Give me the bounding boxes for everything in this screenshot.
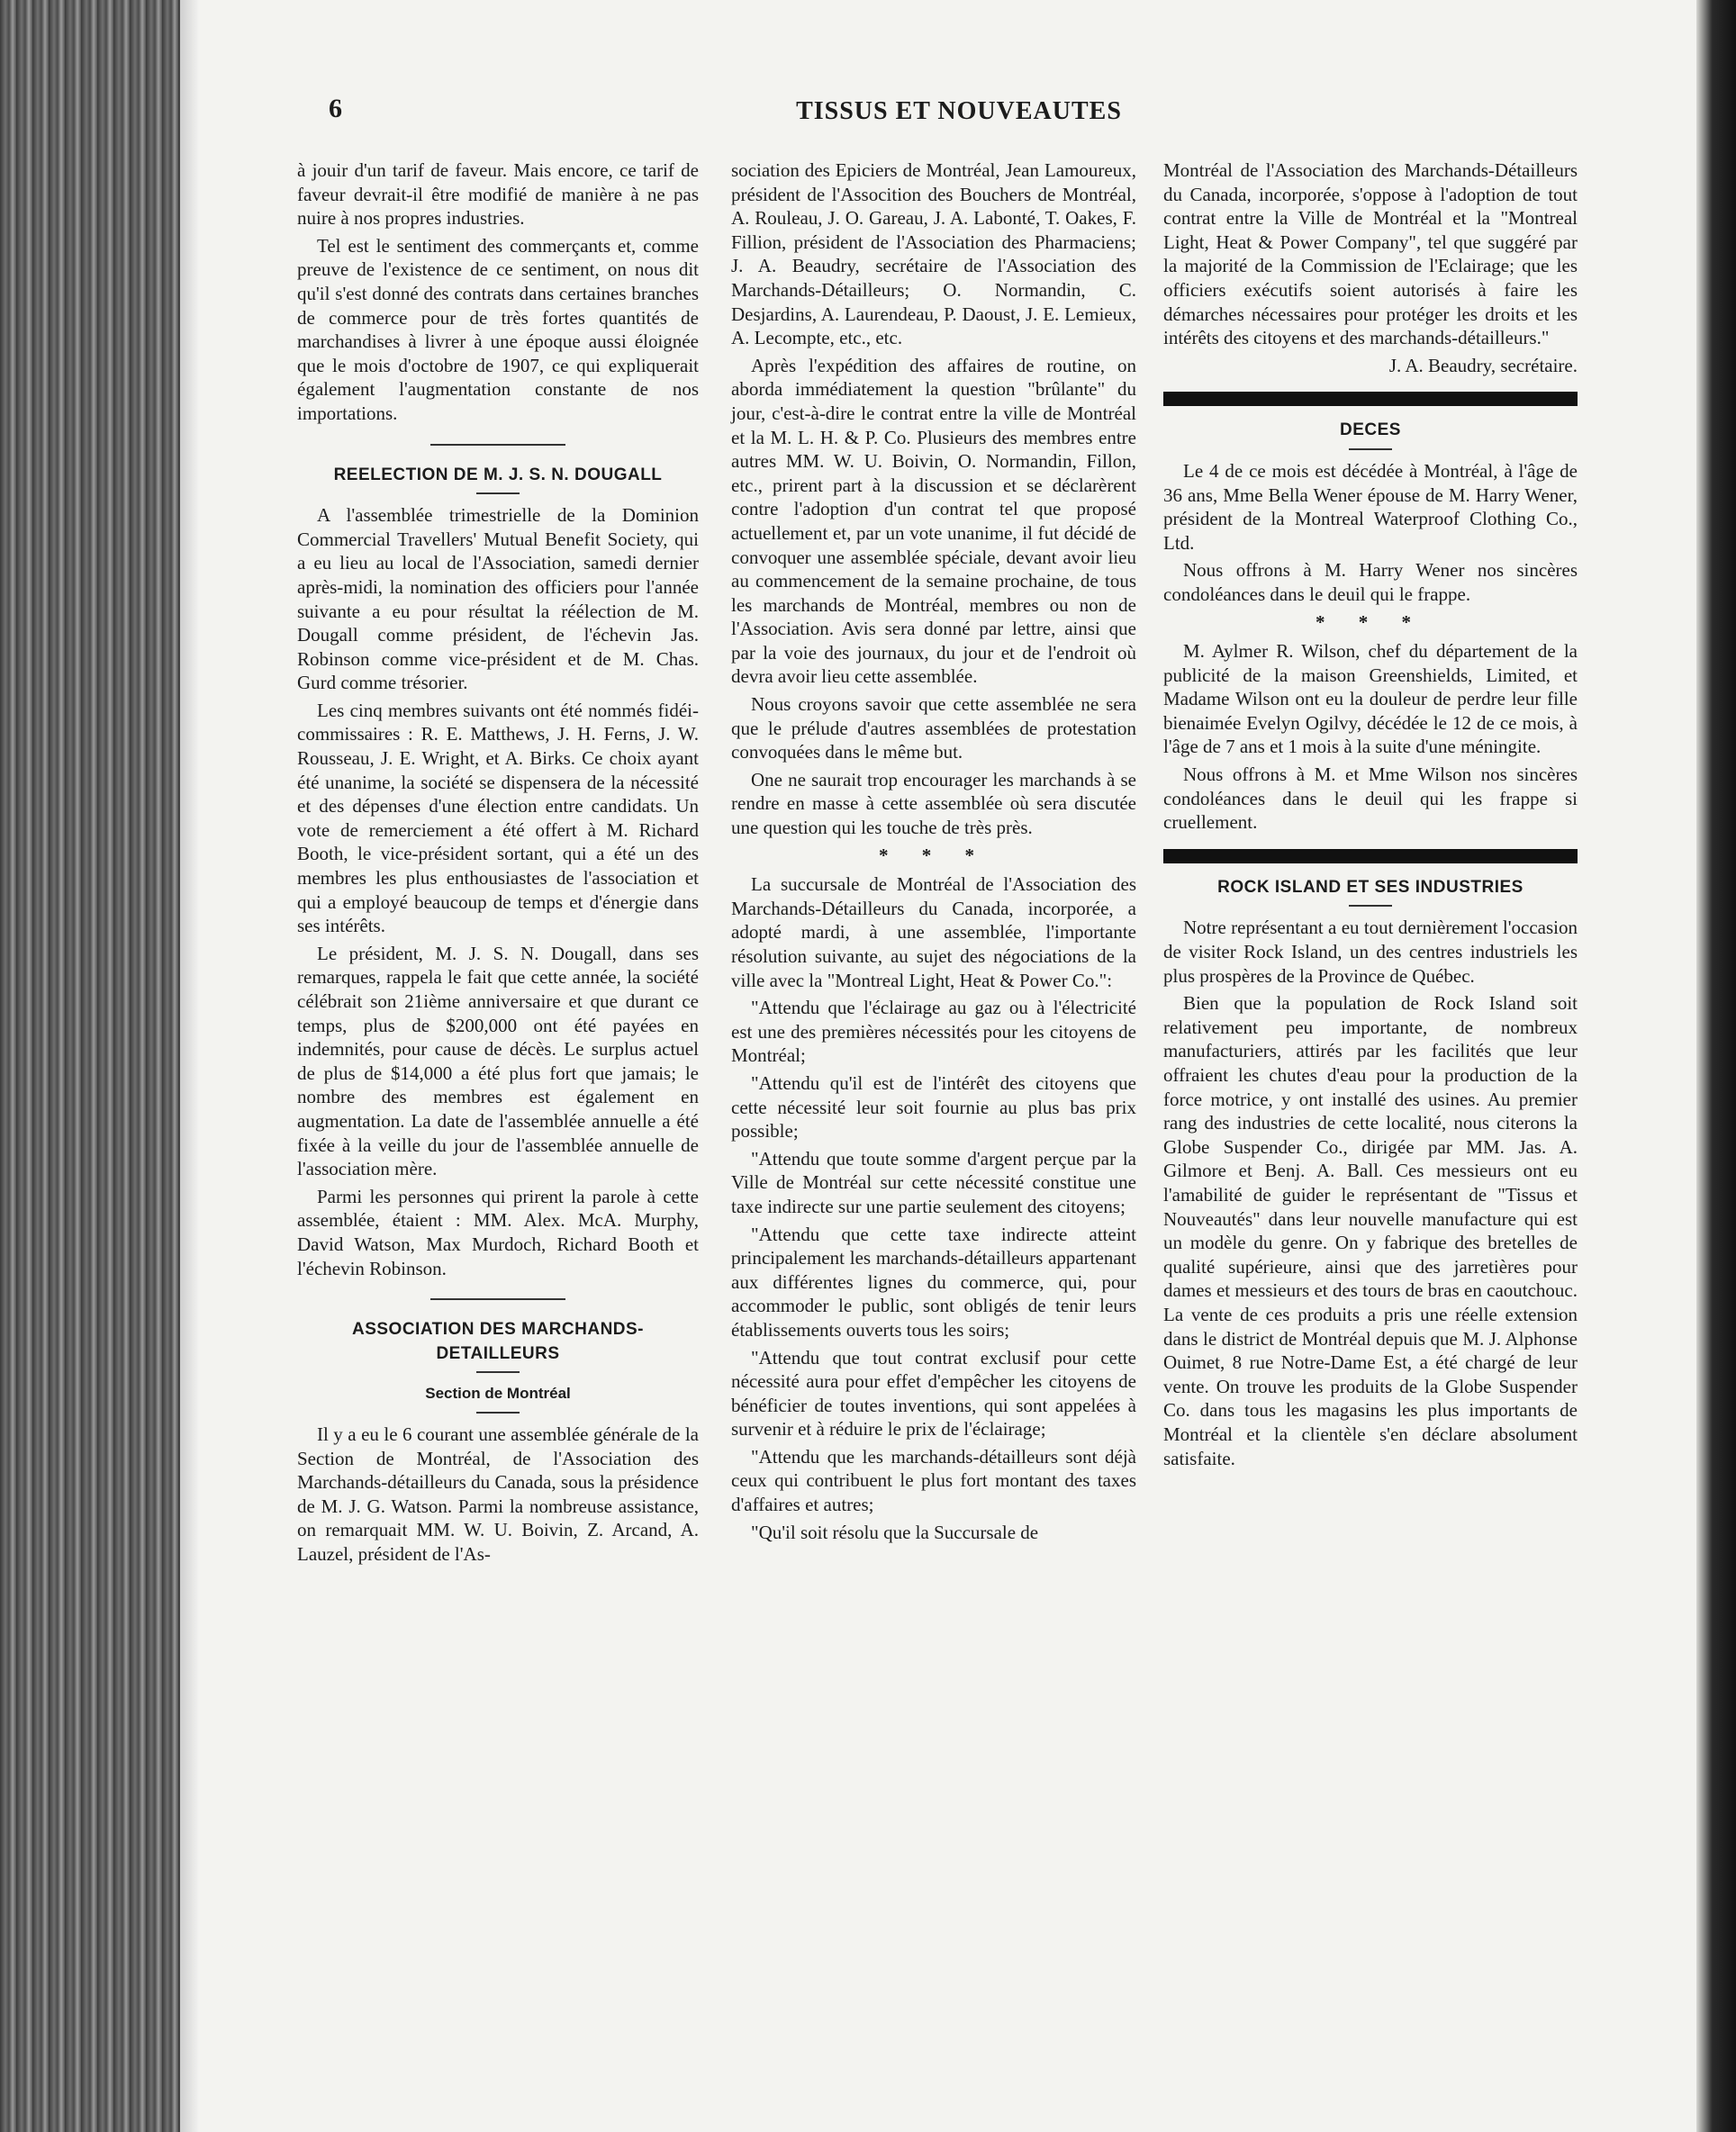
stars-separator: * * * [879,844,989,866]
paragraph: One ne saurait trop encourager les marchands à se rendre en masse à cette assemblée où sera discutée une question qui les touche de très près. [731,768,1136,839]
headline-association: ASSOCIATION DES MARCHANDS-DETAILLEURS [351,1320,645,1363]
paragraph: Le président, M. J. S. N. Dougall, dans ses remarques, rappela le fait que cette année, la société célébrait son 21ième anniversaire et que durant ce temps, plus de $200,000 ont été payées en indemnités, pour cause de décès. Le surplus actuel de plus de $14,000 a été plus fort que jamais; le nombre des membres est également en augmentation. La date de l'assemblée annuelle a été fixée à la veille du jour de l'assemblée annuelle de l'association mère. [297,942,699,1180]
paragraph: Bien que la population de Rock Island soit relativement peu importante, de nombreux manufacturiers, attirés par les facilités que leur offraient les chutes d'eau pour la production de la force motrice, y ont installé des usines. Au premier rang des industries de cette localité, nous citerons la Globe Suspender Co., dirigée par MM. Jas. A. Gilmore et Benj. A. Ball. Ces messieurs ont eu l'amabilité de guider le représentant de "Tissus et Nouveautés" dans leur nouvelle manufacture qui est un modèle du genre. On y fabrique des bretelles de qualité supérieure, ainsi que des jarretières pour dames et messieurs et des tours de bras en caoutchouc. La vente de ces produits a pris une réelle extension dans le district de Montréal depuis que M. J. Alphonse Ouimet, 8 rue Notre-Dame Est, a été chargé de leur vente. On trouve les produits de la Globe Suspender Co. dans tous les magasins les plus importants de Montréal et la clientèle s'en déclare absolument satisfaite. [1163,992,1578,1469]
paragraph: Nous offrons à M. et Mme Wilson nos sincères condoléances dans le deuil qui les frappe si cruellement. [1163,763,1578,834]
paragraph: "Attendu que l'éclairage au gaz ou à l'électricité est une des premières nécessités pour les citoyens de Montréal; [731,997,1136,1067]
signature: J. A. Beaudry, secrétaire. [1388,354,1578,376]
paragraph: Montréal de l'Association des Marchands-Détailleurs du Canada, incorporée, s'oppose à l'adoption de tout contrat entre la Ville de Montréal et la "Montreal Light, Heat & Power Company", tel que suggéré par la majorité de la Commission de l'Eclairage; que les officiers exécutifs soient autorisés à faire les démarches nécessaires pour protéger les droits et les intérêts des citoyens et des marchands-détailleurs." [1163,159,1578,349]
paragraph: à jouir d'un tarif de faveur. Mais encore, ce tarif de faveur devrait-il être modifié de manière à ne pas nuire à nos propres industries. [297,159,699,230]
headline-rule [476,1412,520,1414]
paragraph: Les cinq membres suivants ont été nommés fidéi-commissaires : R. E. Matthews, J. H. Ferns, J. W. Rousseau, J. E. Wright, et A. Birks. Ce choix ayant été unanime, la société se dispensera de la nécessité et des dépenses d'une élection entre candidats. Un vote de remerciement a été offert à M. Richard Booth, le vice-président sortant, qui a été un des membres les plus enthousiastes de l'association et qui a employé beaucoup de temps et d'énergie dans ses intérêts. [297,699,699,937]
paragraph: "Attendu que les marchands-détailleurs sont déjà ceux qui contribuent le plus fort montant des taxes d'affaires et autres; [731,1445,1136,1516]
paragraph: "Attendu que cette taxe indirecte atteint principalement les marchands-détailleurs appartenant aux différentes lignes du commerce, qui, pour accommoder le public, sont obligés de tenir leurs établissements ouverts tous les soirs; [731,1223,1136,1341]
paragraph: La succursale de Montréal de l'Association des Marchands-Détailleurs du Canada, incorporée, a adopté mardi, à une assemblée, l'importante résolution suivante, au sujet des négociations de la ville avec la "Montreal Light, Heat & Power Co.": [731,873,1136,991]
paragraph: "Attendu que tout contrat exclusif pour cette nécessité aura pour effet d'empêcher les citoyens de bénéficier de toutes inventions, qui sont appelées à survenir et à réduire le prix de l'éclairage; [731,1346,1136,1441]
section-divider [430,444,565,446]
headline-deces: DECES [1340,420,1401,440]
column-2 [731,158,1136,1548]
paragraph: "Qu'il soit résolu que la Succursale de [751,1521,1039,1543]
paragraph: Tel est le sentiment des commerçants et, comme preuve de l'existence de ce sentiment, on nous dit qu'il s'est donné des contrats dans certaines branches de commerce pour de très fortes quantités de marchandises à livrer à une époque aussi éloignée que le mois d'octobre de 1907, ce qui expliquerait également l'augmentation constante de nos importations. [297,234,699,424]
headline-rule [1349,905,1392,907]
headline-rule [476,492,520,494]
headline-rule [1349,448,1392,450]
running-title: TISSUS ET NOUVEAUTES [796,97,1122,125]
stars-separator: * * * [1316,610,1425,633]
heavy-rule [1163,849,1578,863]
paragraph: Nous offrons à M. Harry Wener nos sincères condoléances dans le deuil qui le frappe. [1163,559,1578,605]
paragraph: "Attendu que toute somme d'argent perçue par la Ville de Montréal sur cette nécessité constitue une taxe indirecte sur une partie seulement des citoyens; [731,1147,1136,1217]
paragraph: Notre représentant a eu tout dernièrement l'occasion de visiter Rock Island, un des centres industriels les plus prospères de la Province de Québec. [1163,917,1578,987]
subheadline-section: Section de Montréal [425,1385,571,1403]
headline-rock-island: ROCK ISLAND ET SES INDUSTRIES [1217,877,1524,897]
page-number: 6 [329,94,342,123]
column-3 [1163,158,1578,1474]
page-right-edge [1696,0,1736,2132]
heavy-rule [1163,392,1578,406]
section-divider [430,1298,565,1300]
headline-rule [476,1371,520,1373]
paragraph: Nous croyons savoir que cette assemblée ne sera que le prélude d'autres assemblées de protestation convoquées dans le même but. [731,693,1136,763]
paragraph: Le 4 de ce mois est décédée à Montréal, à l'âge de 36 ans, Mme Bella Wener épouse de M. Harry Wener, président de la Montreal Waterproof Clothing Co., Ltd. [1163,459,1578,554]
paragraph: A l'assemblée trimestrielle de la Dominion Commercial Travellers' Mutual Benefit Society, qui a eu lieu au local de l'Association, samedi dernier après-midi, la nomination des officiers pour l'année suivante a eu pour résultat la réélection de M. Dougall comme président, de l'échevin Jas. Robinson comme vice-président et de M. Chas. Gurd comme trésorier. [297,504,699,694]
paragraph: sociation des Epiciers de Montréal, Jean Lamoureux, président de l'Assocition des Bouchers de Montréal, A. Rouleau, J. O. Gareau, J. A. Labonté, T. Oakes, F. Fillion, président de l'Association des Pharmaciens; J. A. Beaudry, secrétaire de l'Association des Marchands-Détailleurs; O. Normandin, C. Desjardins, A. Laurendeau, P. Daoust, J. E. Lemieux, A. Lecompte, etc., etc. [731,159,1136,349]
headline-reelection: REELECTION DE M. J. S. N. DOUGALL [333,465,663,484]
paragraph: "Attendu qu'il est de l'intérêt des citoyens que cette nécessité leur soit fournie au plus bas prix possible; [731,1071,1136,1143]
book-binding [0,0,180,2132]
page-gutter [180,0,200,2132]
paragraph: Après l'expédition des affaires de routine, on aborda immédiatement la question "brûlante" du jour, c'est-à-dire le contrat entre la ville de Montréal et la M. L. H. & P. Co. Plusieurs des membres entre autres MM. W. U. Boivin, O. Normandin, Fillon, etc., prirent part à la discussion et se déclarèrent contre l'adoption d'un contrat tel que proposé actuellement et, par un vote unanime, il fut décidé de convoquer une assemblée spéciale, devant avoir lieu au commencement de la semaine prochaine, de tous les marchands de Montréal, membres ou non de l'Association. Avis sera donné par lettre, ainsi que par la voie des journaux, du jour et de l'endroit où devra avoir lieu cette assemblée. [731,354,1136,688]
paragraph: M. Aylmer R. Wilson, chef du département de la publicité de la maison Greenshields, Limited, et Madame Wilson ont eu la douleur de perdre leur fille bienaimée Evelyn Ogilvy, décédée le 12 de ce mois, à l'âge de 7 ans et 1 mois à la suite d'une méningite. [1163,640,1578,758]
paragraph: Il y a eu le 6 courant une assemblée générale de la Section de Montréal, de l'Association des Marchands-détailleurs du Canada, sous la présidence de M. J. G. Watson. Parmi la nombreuse assistance, on remarquait MM. W. U. Boivin, Z. Arcand, A. Lauzel, président de l'As- [297,1423,699,1565]
column-1 [297,158,699,1569]
paragraph: Parmi les personnes qui prirent la parole à cette assemblée, étaient : MM. Alex. McA. Murphy, David Watson, Max Murdoch, Richard Booth et l'échevin Robinson. [297,1185,699,1279]
